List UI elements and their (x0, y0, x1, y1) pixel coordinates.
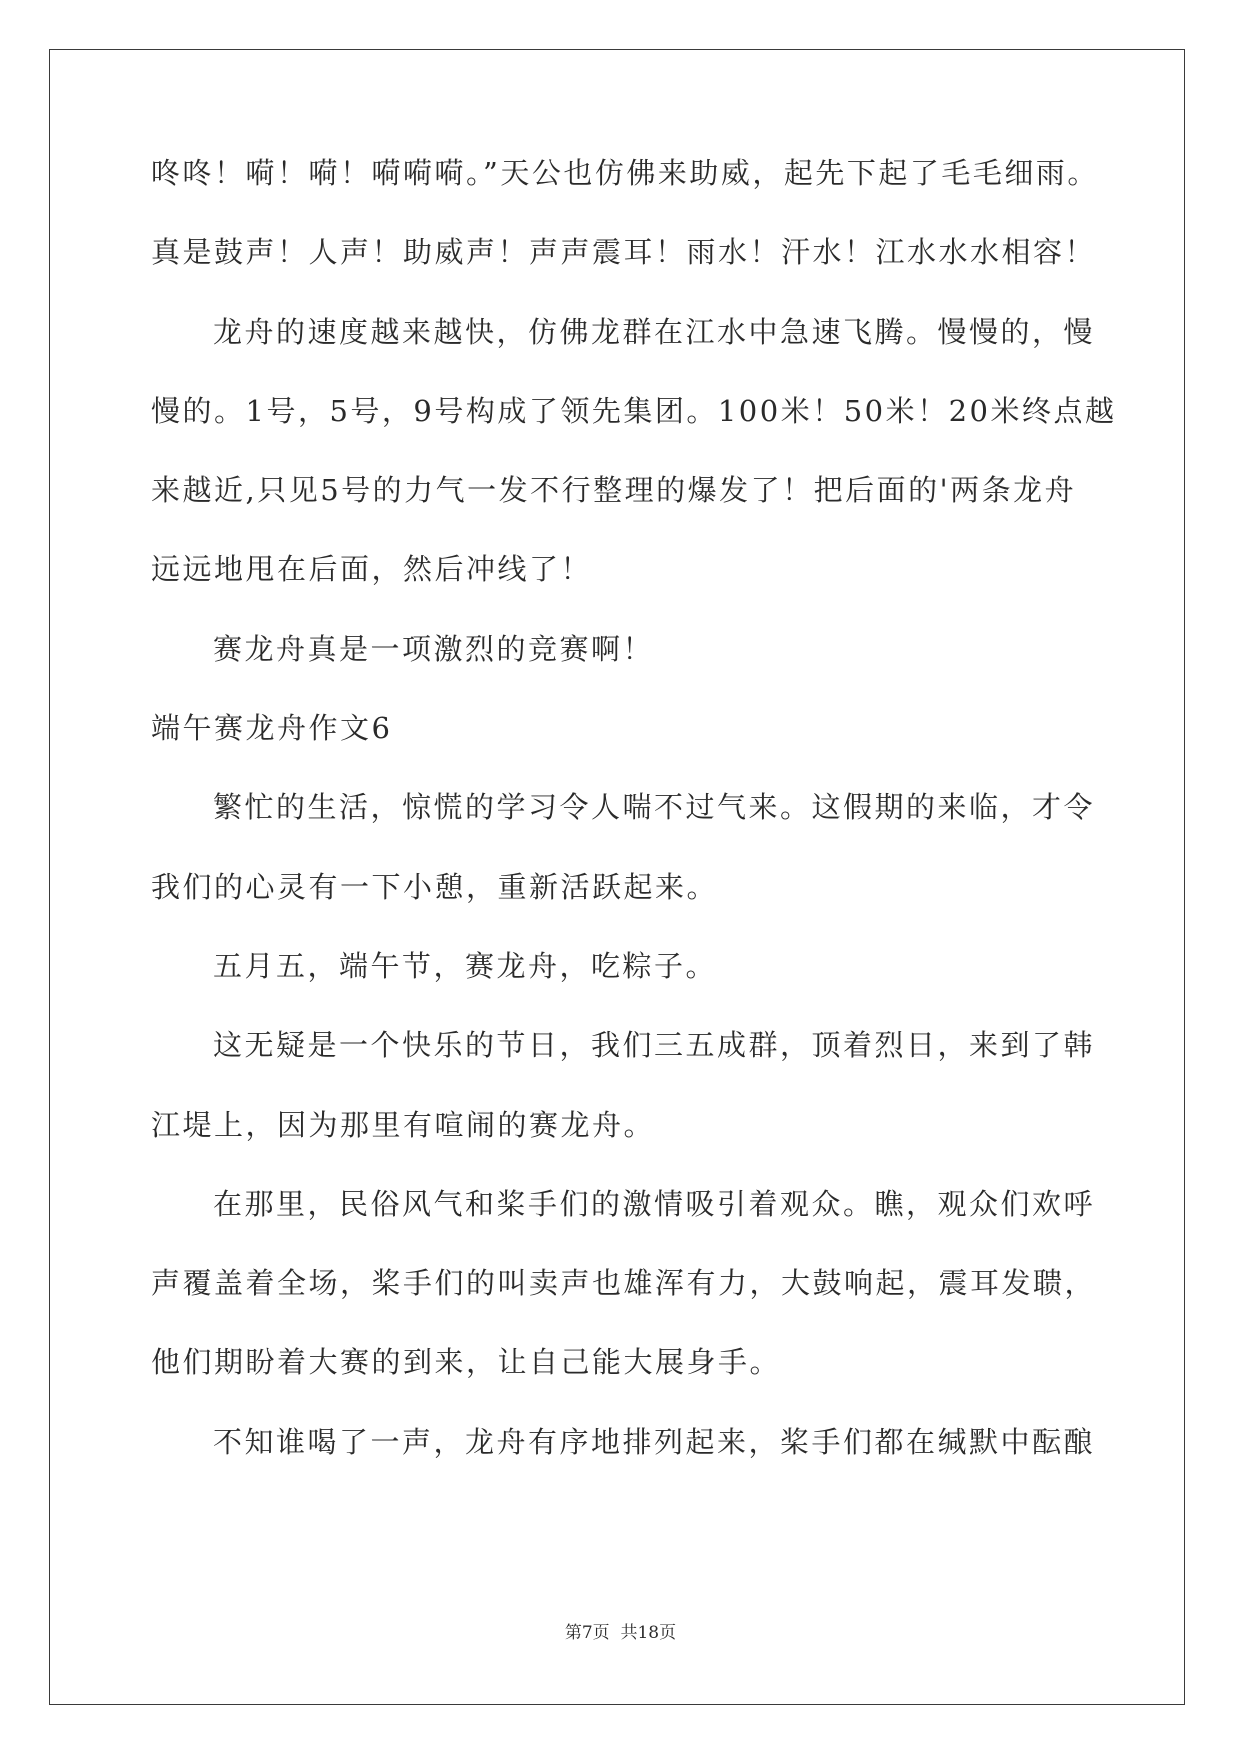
text-line: 他们期盼着大赛的到来，让自己能大展身手。 (151, 1345, 782, 1380)
document-body (151, 155, 1117, 1503)
text-line: 咚咚！嗬！嗬！嗬嗬嗬。”天公也仿佛来助威，起先下起了毛毛细雨。 (151, 156, 1099, 190)
text-line: 我们的心灵有一下小憩，重新活跃起来。 (151, 869, 719, 904)
paragraph-start: 龙舟的速度越来越快，仿佛龙群在江水中急速飞腾。慢慢的，慢 (213, 314, 1096, 349)
paragraph-start: 在那里，民俗风气和桨手们的激情吸引着观众。瞧，观众们欢呼 (213, 1186, 1096, 1221)
page-number-footer: 第7页 共18页 (564, 1623, 677, 1643)
paragraph-start: 这无疑是一个快乐的节日，我们三五成群，顶着烈日，来到了韩 (213, 1028, 1096, 1063)
paragraph-start: 五月五，端午节，赛龙舟，吃粽子。 (213, 948, 718, 983)
text-line: 远远地甩在后面，然后冲线了！ (151, 552, 593, 587)
paragraph-start: 繁忙的生活，惊慌的学习令人喘不过气来。这假期的来临，才令 (213, 790, 1096, 825)
paragraph-start: 赛龙舟真是一项激烈的竞赛啊！ (213, 631, 655, 666)
paragraph-start: 不知谁喝了一声，龙舟有序地排列起来，桨手们都在缄默中酝酿 (213, 1424, 1096, 1459)
section-title: 端午赛龙舟作文6 (151, 711, 393, 746)
text-line: 真是鼓声！人声！助威声！声声震耳！雨水！汗水！江水水水相容！ (151, 235, 1097, 270)
text-line: 慢的。1号，5号，9号构成了领先集团。100米！50米！20米终点越 (151, 393, 1117, 428)
text-line: 声覆盖着全场，桨手们的叫卖声也雄浑有力，大鼓响起，震耳发聩， (151, 1266, 1097, 1301)
text-line: 江堤上，因为那里有喧闹的赛龙舟。 (151, 1107, 656, 1142)
text-line: 来越近,只见5号的力气一发不行整理的爆发了！把后面的'两条龙舟 (151, 473, 1077, 508)
